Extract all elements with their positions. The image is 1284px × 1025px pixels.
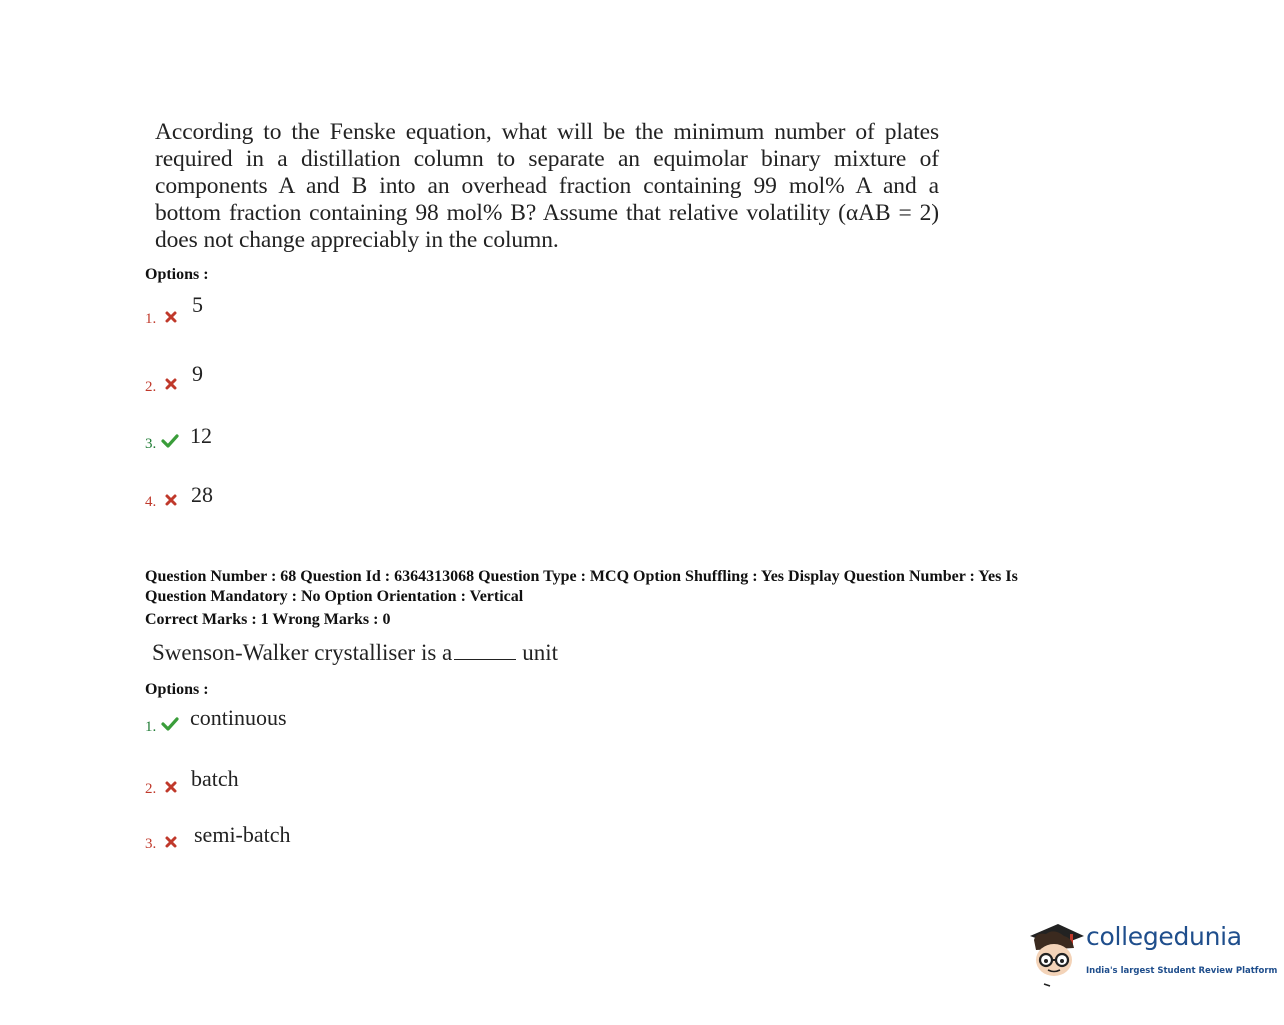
option-number: 2. <box>145 379 157 395</box>
question-1-line: does not change appreciably in the column. <box>155 227 559 253</box>
question-2-meta-line: Question Number : 68 Question Id : 6364313068 Question Type : MCQ Option Shuffling : Yes Display Question Number : Yes Is <box>145 568 1018 585</box>
cross-icon <box>162 309 180 325</box>
question-1-text <box>155 119 939 254</box>
option-text: 9 <box>192 361 203 386</box>
check-icon <box>161 433 179 449</box>
fill-in-blank <box>454 659 516 660</box>
logo-tagline: India's largest Student Review Platform <box>1086 966 1278 976</box>
cross-icon <box>162 779 180 795</box>
question-1-line: required in a distillation column to separate an equimolar binary mixture of <box>155 146 939 172</box>
options-label: Options : <box>145 681 209 698</box>
question-2-text <box>152 640 558 666</box>
option-text: 28 <box>191 482 213 507</box>
option-number: 1. <box>145 719 157 735</box>
question-1-line: bottom fraction containing 98 mol% B? Assume that relative volatility (αAB = 2) <box>155 200 939 226</box>
logo-name: collegedunia <box>1086 922 1242 951</box>
option-number: 2. <box>145 781 157 797</box>
cross-icon <box>162 834 180 850</box>
option-text: batch <box>191 766 239 791</box>
question-2-meta-line: Question Mandatory : No Option Orientation : Vertical <box>145 588 524 605</box>
check-icon <box>161 716 179 732</box>
option-text: 12 <box>190 423 212 448</box>
question-2-meta <box>145 567 1145 607</box>
option-text: continuous <box>190 705 287 730</box>
options-label: Options : <box>145 266 209 283</box>
option-number: 4. <box>145 494 157 510</box>
cross-icon <box>162 492 180 508</box>
question-1-line: components A and B into an overhead fraction containing 99 mol% A and a <box>155 173 939 199</box>
question-2-text-after: unit <box>522 640 559 665</box>
question-2-marks: Correct Marks : 1 Wrong Marks : 0 <box>145 611 391 628</box>
question-2-text-before: Swenson-Walker crystalliser is a <box>152 640 453 665</box>
option-text: 5 <box>192 292 203 317</box>
option-number: 1. <box>145 311 157 327</box>
collegedunia-logo <box>1024 916 1278 986</box>
cross-icon <box>162 376 180 392</box>
question-1-line: According to the Fenske equation, what will be the minimum number of plates <box>155 119 939 145</box>
option-text: semi-batch <box>194 822 291 847</box>
option-number: 3. <box>145 436 157 452</box>
mascot-icon <box>1024 918 1086 990</box>
option-number: 3. <box>145 836 157 852</box>
